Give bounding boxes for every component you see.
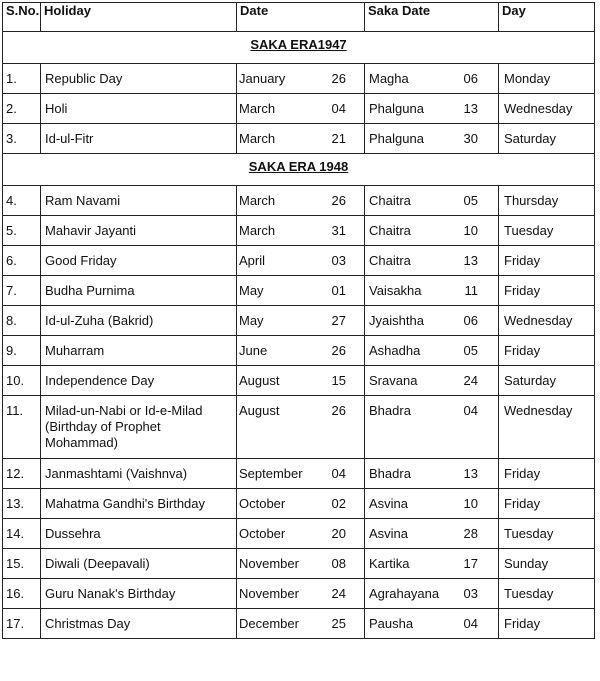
weekday-cell [499,609,595,639]
holiday-name: Diwali (Deepavali) [45,556,150,571]
serial-number: 3. [6,131,17,146]
date-month: August [239,373,280,388]
weekday-cell [499,519,595,549]
weekday: Tuesday [504,586,554,601]
holiday-cell [41,94,237,124]
saka-month: Bhadra [369,403,411,418]
table-row [3,549,595,579]
saka-month: Sravana [369,373,418,388]
date-month: March [239,223,276,238]
weekday-cell [499,216,595,246]
weekday-cell [499,366,595,396]
date-cell [237,336,365,366]
saka-month: Phalguna [369,131,424,146]
date-cell [237,306,365,336]
date-day-number: 21 [331,131,346,146]
table-row [3,276,595,306]
holiday-cell [41,216,237,246]
date-day-number: 04 [331,466,346,481]
sno-cell [3,549,41,579]
saka-date-cell [365,579,499,609]
saka-day-number: 06 [463,313,478,328]
saka-month: Agrahayana [369,586,440,601]
date-cell [237,396,365,459]
holiday-cell [41,489,237,519]
date-month: December [239,616,299,631]
weekday: Friday [504,496,541,511]
saka-month: Bhadra [369,466,411,481]
weekday-cell [499,186,595,216]
saka-day-number: 13 [463,101,478,116]
sno-cell [3,94,41,124]
holiday-cell [41,519,237,549]
date-day-number: 01 [331,283,346,298]
date-month: October [239,526,286,541]
serial-number: 6. [6,253,17,268]
weekday: Monday [504,71,551,86]
weekday-cell [499,489,595,519]
sno-cell [3,64,41,94]
saka-date-cell [365,276,499,306]
serial-number: 4. [6,193,17,208]
date-month: May [239,283,264,298]
saka-day-number: 03 [463,586,478,601]
weekday: Thursday [504,193,559,208]
saka-day-number: 10 [463,223,478,238]
holiday-cell [41,306,237,336]
date-cell [237,64,365,94]
holiday-name: Guru Nanak's Birthday [45,586,176,601]
saka-month: Asvina [369,526,409,541]
table-row [3,609,595,639]
table-row [3,186,595,216]
date-cell [237,186,365,216]
table-row [3,64,595,94]
header-sno: S.No. [3,3,41,32]
era-heading-cell [3,154,595,186]
holiday-cell [41,336,237,366]
table-row [3,246,595,276]
holiday-name: Christmas Day [45,616,131,631]
serial-number: 9. [6,343,17,358]
weekday-cell [499,306,595,336]
holiday-name: Republic Day [45,71,123,86]
holiday-cell [41,549,237,579]
table-row [3,216,595,246]
saka-day-number: 04 [463,403,478,418]
weekday-cell [499,124,595,154]
saka-day-number: 05 [463,193,478,208]
header-day: Day [499,3,595,32]
saka-day-number: 06 [463,71,478,86]
header-date: Date [237,3,365,32]
holiday-name: Dussehra [45,526,101,541]
weekday: Friday [504,283,541,298]
date-cell [237,519,365,549]
holiday-cell [41,246,237,276]
holiday-cell [41,64,237,94]
weekday-cell [499,396,595,459]
date-month: April [239,253,266,268]
date-cell [237,549,365,579]
weekday-cell [499,549,595,579]
saka-date-cell [365,489,499,519]
holiday-cell [41,609,237,639]
serial-number: 12. [6,466,25,481]
table-row [3,306,595,336]
date-day-number: 15 [331,373,346,388]
table-body [3,32,595,639]
saka-date-cell [365,306,499,336]
serial-number: 7. [6,283,17,298]
sno-cell [3,186,41,216]
holiday-name: (Birthday of Prophet [45,419,161,434]
serial-number: 2. [6,101,17,116]
date-day-number: 26 [331,193,346,208]
saka-day-number: 28 [463,526,478,541]
date-month: November [239,586,299,601]
saka-month: Phalguna [369,101,424,116]
table-row [3,396,595,459]
holiday-name: Mahatma Gandhi's Birthday [45,496,206,511]
weekday-cell [499,94,595,124]
header-saka-date: Saka Date [365,3,499,32]
saka-month: Chaitra [369,193,411,208]
date-cell [237,459,365,489]
sno-cell [3,396,41,459]
serial-number: 11. [6,403,24,418]
date-month: September [239,466,303,481]
holiday-cell [41,186,237,216]
saka-date-cell [365,246,499,276]
serial-number: 14. [6,526,25,541]
saka-date-cell [365,366,499,396]
saka-day-number: 30 [463,131,478,146]
saka-date-cell [365,459,499,489]
era-heading: SAKA ERA 1948 [248,159,349,174]
header-holiday: Holiday [41,3,237,32]
date-cell [237,276,365,306]
table-row [3,94,595,124]
holiday-cell [41,276,237,306]
table-header-row [3,3,595,32]
date-cell [237,609,365,639]
date-day-number: 26 [331,403,346,418]
holiday-name: Mohammad) [45,435,118,450]
table-row [3,579,595,609]
date-month: March [239,131,276,146]
saka-date-cell [365,549,499,579]
holiday-table [2,2,595,639]
date-day-number: 25 [331,616,346,631]
era-heading-row [3,154,595,186]
weekday-cell [499,336,595,366]
weekday-cell [499,579,595,609]
holiday-cell [41,366,237,396]
saka-date-cell [365,336,499,366]
saka-month: Chaitra [369,223,411,238]
saka-day-number: 24 [463,373,478,388]
table-row [3,366,595,396]
holiday-name: Holi [45,101,68,116]
weekday: Wednesday [504,101,573,116]
date-cell [237,366,365,396]
saka-month: Chaitra [369,253,411,268]
serial-number: 8. [6,313,17,328]
sno-cell [3,609,41,639]
serial-number: 17. [6,616,25,631]
saka-month: Vaisakha [369,283,422,298]
saka-date-cell [365,186,499,216]
saka-date-cell [365,396,499,459]
holiday-name: Mahavir Jayanti [45,223,137,238]
serial-number: 10. [6,373,25,388]
saka-date-cell [365,216,499,246]
holiday-cell [41,459,237,489]
weekday: Saturday [504,373,557,388]
date-month: August [239,403,280,418]
weekday: Wednesday [504,313,573,328]
sno-cell [3,246,41,276]
serial-number: 13. [6,496,25,511]
saka-date-cell [365,64,499,94]
weekday: Friday [504,466,541,481]
saka-day-number: 05 [463,343,478,358]
holiday-cell [41,124,237,154]
table-row [3,519,595,549]
weekday-cell [499,276,595,306]
date-cell [237,124,365,154]
saka-month: Ashadha [369,343,421,358]
weekday: Wednesday [504,403,573,418]
sno-cell [3,366,41,396]
date-month: June [239,343,268,358]
saka-date-cell [365,519,499,549]
date-day-number: 31 [331,223,346,238]
holiday-name: Independence Day [45,373,155,388]
saka-month: Jyaishtha [369,313,424,328]
date-day-number: 26 [331,343,346,358]
saka-date-cell [365,124,499,154]
date-day-number: 27 [331,313,346,328]
date-month: October [239,496,286,511]
weekday-cell [499,459,595,489]
saka-month: Asvina [369,496,409,511]
date-cell [237,246,365,276]
weekday-cell [499,64,595,94]
serial-number: 1. [6,71,17,86]
date-month: May [239,313,264,328]
date-cell [237,94,365,124]
date-month: March [239,101,276,116]
saka-day-number: 13 [463,466,478,481]
saka-month: Kartika [369,556,410,571]
holiday-cell [41,396,237,459]
saka-month: Pausha [369,616,414,631]
serial-number: 16. [6,586,25,601]
saka-date-cell [365,609,499,639]
sno-cell [3,336,41,366]
holiday-name: Muharram [45,343,105,358]
weekday: Friday [504,343,541,358]
sno-cell [3,489,41,519]
holiday-name: Budha Purnima [45,283,135,298]
date-day-number: 04 [331,101,346,116]
saka-day-number: 13 [463,253,478,268]
sno-cell [3,306,41,336]
era-heading-cell [3,32,595,64]
era-heading: SAKA ERA1947 [250,37,347,52]
weekday: Friday [504,616,541,631]
table-row [3,336,595,366]
weekday: Saturday [504,131,557,146]
era-heading-row [3,32,595,64]
date-cell [237,579,365,609]
saka-day-number: 04 [463,616,478,631]
holiday-cell [41,579,237,609]
table-row [3,459,595,489]
sno-cell [3,519,41,549]
sno-cell [3,459,41,489]
date-day-number: 24 [331,586,346,601]
weekday: Tuesday [504,526,554,541]
table-row [3,124,595,154]
date-day-number: 20 [331,526,346,541]
holiday-name: Id-ul-Zuha (Bakrid) [45,313,154,328]
serial-number: 5. [6,223,17,238]
saka-date-cell [365,94,499,124]
sno-cell [3,276,41,306]
serial-number: 15. [6,556,25,571]
holiday-name: Milad-un-Nabi or Id-e-Milad [45,403,203,418]
date-day-number: 02 [331,496,346,511]
sno-cell [3,216,41,246]
date-day-number: 03 [331,253,346,268]
holiday-list-page [2,0,598,639]
date-day-number: 26 [331,71,346,86]
saka-day-number: 11 [464,283,478,298]
holiday-name: Good Friday [45,253,117,268]
sno-cell [3,124,41,154]
date-cell [237,216,365,246]
date-cell [237,489,365,519]
weekday-cell [499,246,595,276]
date-month: November [239,556,299,571]
holiday-name: Ram Navami [45,193,121,208]
saka-month: Magha [369,71,409,86]
date-month: March [239,193,276,208]
saka-day-number: 10 [463,496,478,511]
saka-day-number: 17 [463,556,478,571]
sno-cell [3,579,41,609]
table-row [3,489,595,519]
holiday-name: Id-ul-Fitr [45,131,94,146]
weekday: Friday [504,253,541,268]
weekday: Tuesday [504,223,554,238]
weekday: Sunday [504,556,549,571]
date-month: January [239,71,286,86]
date-day-number: 08 [331,556,346,571]
holiday-name: Janmashtami (Vaishnva) [45,466,188,481]
